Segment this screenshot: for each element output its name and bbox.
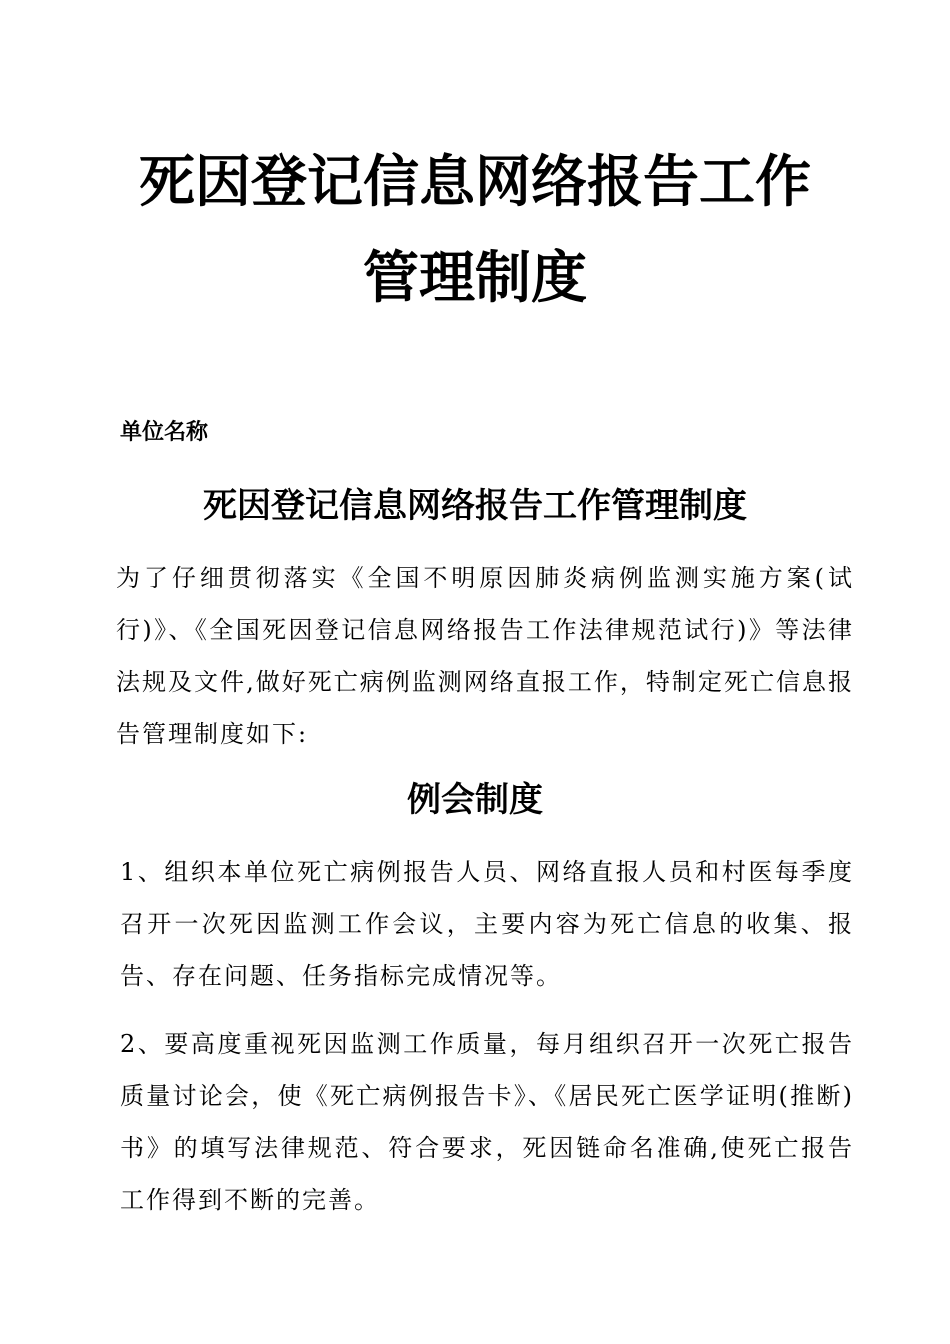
section-heading-meeting-system: 例会制度: [407, 780, 543, 820]
section-item-1: 1、组织本单位死亡病例报告人员、网络直报人员和村医每季度召开一次死因监测工作会议，主要内容为死亡信息的收集、报告、存在问题、任务指标完成情况等。: [120, 858, 854, 990]
main-title-line-1: 死因登记信息网络报告工作: [139, 149, 811, 215]
unit-name-label: 单位名称: [120, 420, 209, 445]
section-item-2: 2、要高度重视死因监测工作质量，每月组织召开一次死亡报告质量讨论会，使《死亡病例报告卡》、《居民死亡医学证明(推断)书》的填写法律规范、符合要求，死因链命名准确,使死亡报告工作得到不断的完善。: [120, 1030, 854, 1214]
main-title-line-2: 管理制度: [363, 245, 587, 311]
intro-paragraph: 为了仔细贯彻落实《全国不明原因肺炎病例监测实施方案(试行)》、《全国死因登记信息网络报告工作法律规范试行)》等法律法规及文件,做好死亡病例监测网络直报工作，特制定死亡信息报告管理制度如下:: [116, 564, 854, 748]
document-heading: 死因登记信息网络报告工作管理制度: [203, 486, 747, 526]
